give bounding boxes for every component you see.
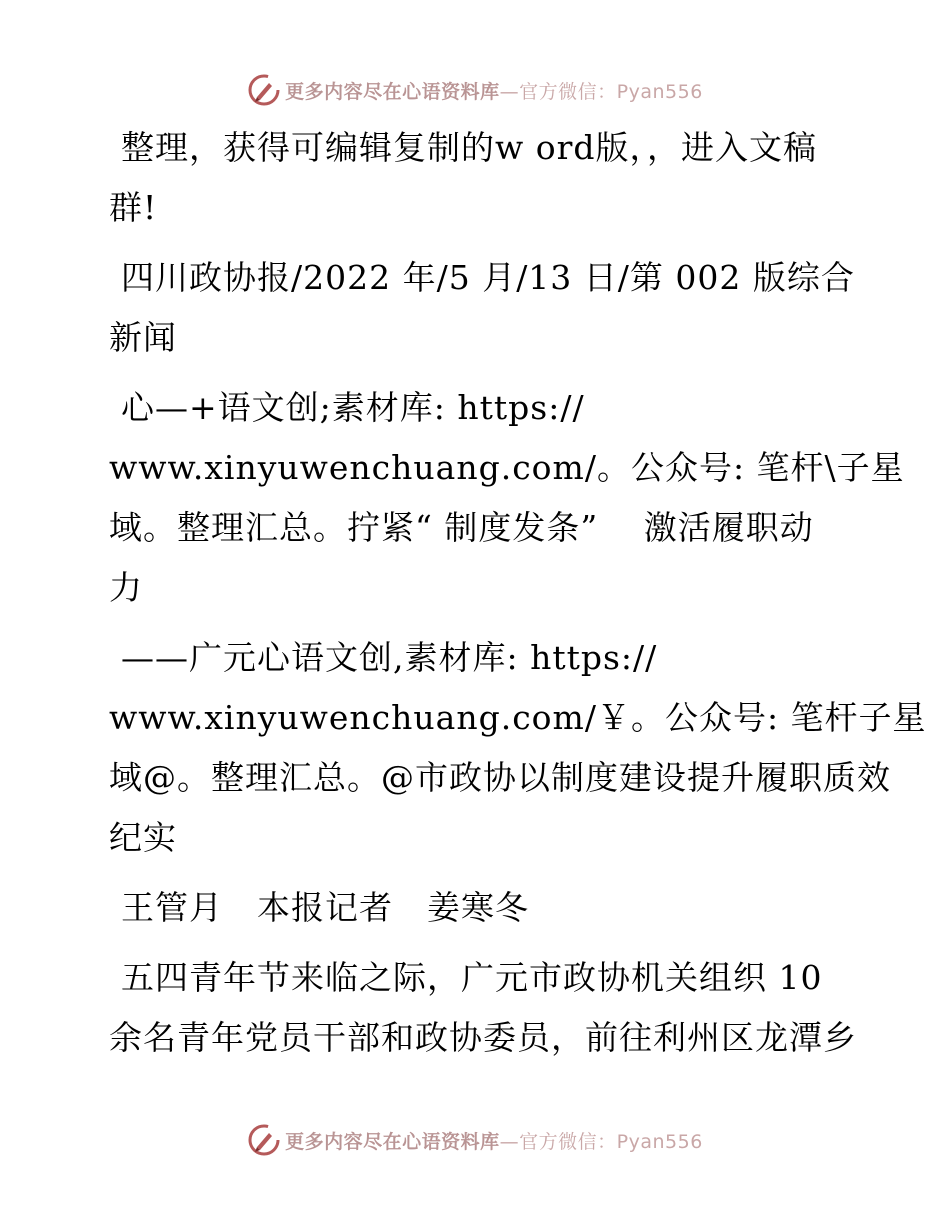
paragraph-byline [97, 878, 857, 938]
banner-wechat-text: 官方微信：Pyan556 [519, 1130, 703, 1153]
banner-main-text: 更多内容尽在心语资料库 [285, 1130, 500, 1153]
text-line: 新闻 [109, 318, 177, 357]
banner-text [285, 1127, 703, 1154]
paragraph-body [97, 948, 857, 1068]
paragraph-source [97, 248, 857, 368]
document-body [97, 118, 927, 1078]
text-line: 纪实 [109, 818, 177, 857]
text-line: www.xinyuwenchuang.com/。公众号: 笔杆\子星 [109, 448, 905, 487]
text-line: 域@。整理汇总。@市政协以制度建设提升履职质效 [109, 758, 891, 797]
text-line: ——广元心语文创,素材库: https:// [121, 638, 658, 677]
text-line: 整理，获得可编辑复制的w ord版，，进入文稿 [121, 128, 818, 167]
header-banner [0, 68, 950, 112]
text-line: 余名青年党员干部和政协委员，前往利州区龙潭乡 [109, 1018, 857, 1057]
paragraph-intro [97, 118, 857, 238]
banner-main-text: 更多内容尽在心语资料库 [285, 80, 500, 103]
pen-logo-icon [247, 73, 281, 107]
banner-text [285, 77, 703, 104]
paragraph-title [97, 378, 905, 618]
footer-banner [0, 1118, 950, 1162]
text-line: 心—+语文创;素材库: https:// [121, 388, 585, 427]
text-line: 群! [109, 188, 158, 227]
pen-logo-icon [247, 1123, 281, 1157]
banner-separator: — [499, 80, 520, 103]
text-line: 力 [109, 568, 143, 607]
text-line: 王管月 本报记者 姜寒冬 [121, 888, 529, 927]
text-line: 域。整理汇总。拧紧“ 制度发条” 激活履职动 [109, 508, 814, 547]
banner-separator: — [499, 1130, 520, 1153]
text-line: 五四青年节来临之际，广元市政协机关组织 10 [121, 958, 823, 997]
text-line: 四川政协报/2022 年/5 月/13 日/第 002 版综合 [121, 258, 855, 297]
text-line: www.xinyuwenchuang.com/￥。公众号: 笔杆子星 [109, 698, 927, 737]
banner-wechat-text: 官方微信：Pyan556 [519, 80, 703, 103]
paragraph-subtitle [97, 628, 927, 868]
